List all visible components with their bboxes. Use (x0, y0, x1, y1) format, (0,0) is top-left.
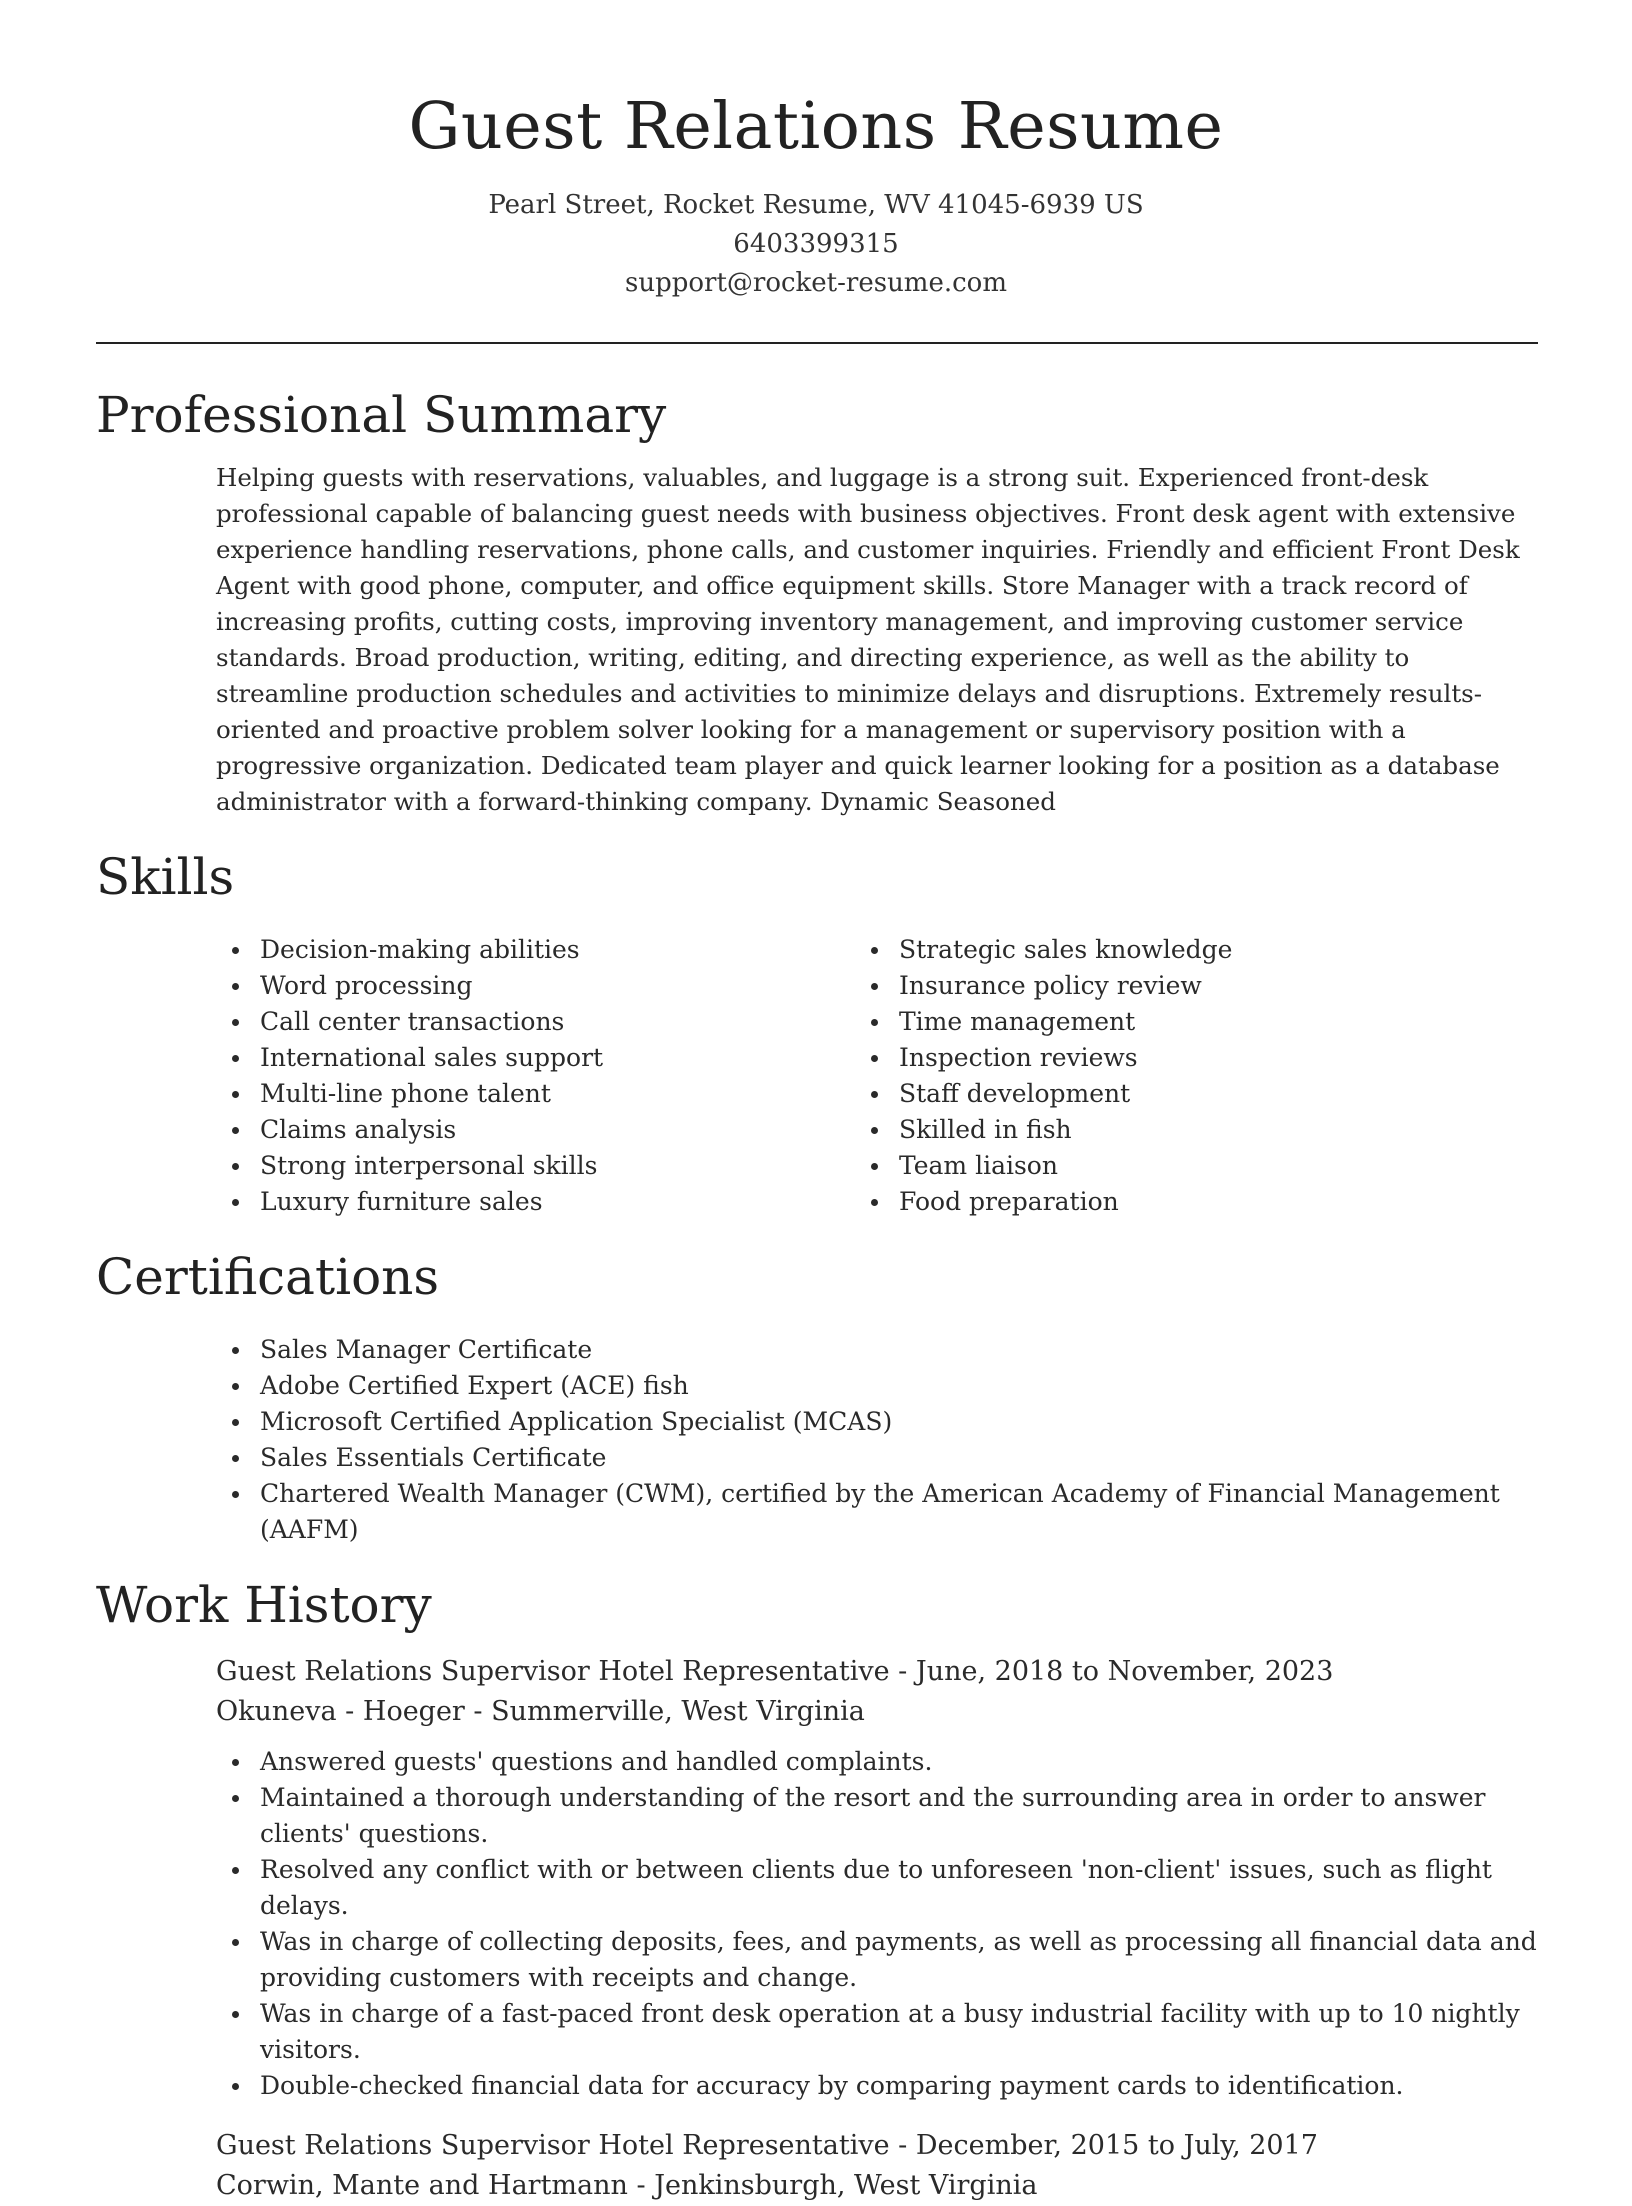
job-bullet: Was in charge of a fast-paced front desk operation at a busy industrial facility with up to 10 nightly visitors. (260, 1996, 1538, 2068)
job-bullet: Was in charge of collecting deposits, fees, and payments, as well as processing all financial data and providing customers with receipts and change. (260, 1924, 1538, 1996)
contact-email: support@rocket-resume.com (624, 268, 1007, 298)
skill-item: International sales support (260, 1040, 899, 1076)
job-title-line: Guest Relations Supervisor Hotel Representative - December, 2015 to July, 2017 (216, 2130, 1318, 2161)
skill-item: Decision-making abilities (260, 932, 899, 968)
job-entry (96, 2126, 1538, 2206)
certification-item: Chartered Wealth Manager (CWM), certified by the American Academy of Financial Management (AAFM) (260, 1476, 1538, 1548)
skill-item: Team liaison (899, 1148, 1538, 1184)
skill-item: Strong interpersonal skills (260, 1148, 899, 1184)
resume-header (0, 0, 1632, 303)
job-bullet: Double-checked financial data for accuracy by comparing payment cards to identification. (260, 2068, 1538, 2104)
skills-section (96, 842, 1538, 1220)
job-title-line: Guest Relations Supervisor Hotel Representative - June, 2018 to November, 2023 (216, 1656, 1334, 1687)
job-location: Summerville, West Virginia (491, 1696, 865, 1727)
certifications-heading: Certifications (96, 1248, 440, 1306)
contact-address: Pearl Street, Rocket Resume, WV 41045-6939 US (488, 190, 1144, 220)
job-location: Jenkinsburgh, West Virginia (654, 2170, 1038, 2201)
certification-item: Sales Manager Certificate (260, 1332, 1538, 1368)
job-title: Guest Relations Supervisor Hotel Representative (216, 2130, 890, 2161)
job-bullets (260, 1744, 1538, 2104)
skill-item: Time management (899, 1004, 1538, 1040)
skill-item: Multi-line phone talent (260, 1076, 899, 1112)
certifications-section (96, 1242, 1538, 1548)
job-bullet: Answered guests' questions and handled complaints. (260, 1744, 1538, 1780)
summary-text: Helping guests with reservations, valuables, and luggage is a strong suit. Experienced front-desk professional capable of balancing guest needs with business objectives. Front desk agent with extensive experience handling reservations, phone calls, and customer inquiries. Friendly and efficient Front Desk Agent with good phone, computer, and office equipment skills. Store Manager with a track record of increasing profits, cutting costs, improving inventory management, and improving customer service standards. Broad production, writing, editing, and directing experience, as well as the ability to streamline production schedules and activities to minimize delays and disruptions. Extremely results-oriented and proactive problem solver looking for a management or supervisory position with a progressive organization. Dedicated team player and quick learner looking for a position as a database administrator with a forward-thinking company. Dynamic Seasoned (216, 463, 1520, 816)
skills-columns (260, 932, 1538, 1220)
job-company-line: Corwin, Mante and Hartmann - Jenkinsburgh, West Virginia (216, 2170, 1038, 2201)
contact-phone: 6403399315 (733, 229, 899, 259)
job-company: Okuneva - Hoeger (216, 1696, 465, 1727)
job-dates: December, 2015 to July, 2017 (915, 2130, 1318, 2161)
skill-item: Strategic sales knowledge (899, 932, 1538, 968)
skill-item: Claims analysis (260, 1112, 899, 1148)
job-title: Guest Relations Supervisor Hotel Representative (216, 1656, 890, 1687)
job-bullet: Maintained a thorough understanding of the resort and the surrounding area in order to answer clients' questions. (260, 1780, 1538, 1852)
skill-item: Word processing (260, 968, 899, 1004)
certification-item: Sales Essentials Certificate (260, 1440, 1538, 1476)
job-company: Corwin, Mante and Hartmann (216, 2170, 628, 2201)
job-bullet: Resolved any conflict with or between clients due to unforeseen 'non-client' issues, such as flight delays. (260, 1852, 1538, 1924)
certification-item: Microsoft Certified Application Specialist (MCAS) (260, 1404, 1538, 1440)
job-dates: June, 2018 to November, 2023 (915, 1656, 1334, 1687)
resume-title: Guest Relations Resume (408, 89, 1224, 164)
resume-body (96, 380, 1538, 2206)
skill-item: Call center transactions (260, 1004, 899, 1040)
certifications-list (260, 1332, 1538, 1548)
skills-heading: Skills (96, 848, 235, 906)
job-entry (96, 1652, 1538, 2104)
skills-list-left (260, 932, 899, 1220)
job-company-line: Okuneva - Hoeger - Summerville, West Virginia (216, 1696, 865, 1727)
skill-item: Insurance policy review (899, 968, 1538, 1004)
skill-item: Staff development (899, 1076, 1538, 1112)
skills-list-right (899, 932, 1538, 1220)
skill-item: Skilled in fish (899, 1112, 1538, 1148)
contact-block (0, 186, 1632, 303)
skill-item: Food preparation (899, 1184, 1538, 1220)
work-history-section (96, 1570, 1538, 2206)
summary-section (96, 380, 1538, 820)
skill-item: Inspection reviews (899, 1040, 1538, 1076)
header-divider (96, 342, 1538, 344)
summary-heading: Professional Summary (96, 386, 667, 444)
work-history-heading: Work History (96, 1576, 432, 1634)
certification-item: Adobe Certified Expert (ACE) fish (260, 1368, 1538, 1404)
skill-item: Luxury furniture sales (260, 1184, 899, 1220)
